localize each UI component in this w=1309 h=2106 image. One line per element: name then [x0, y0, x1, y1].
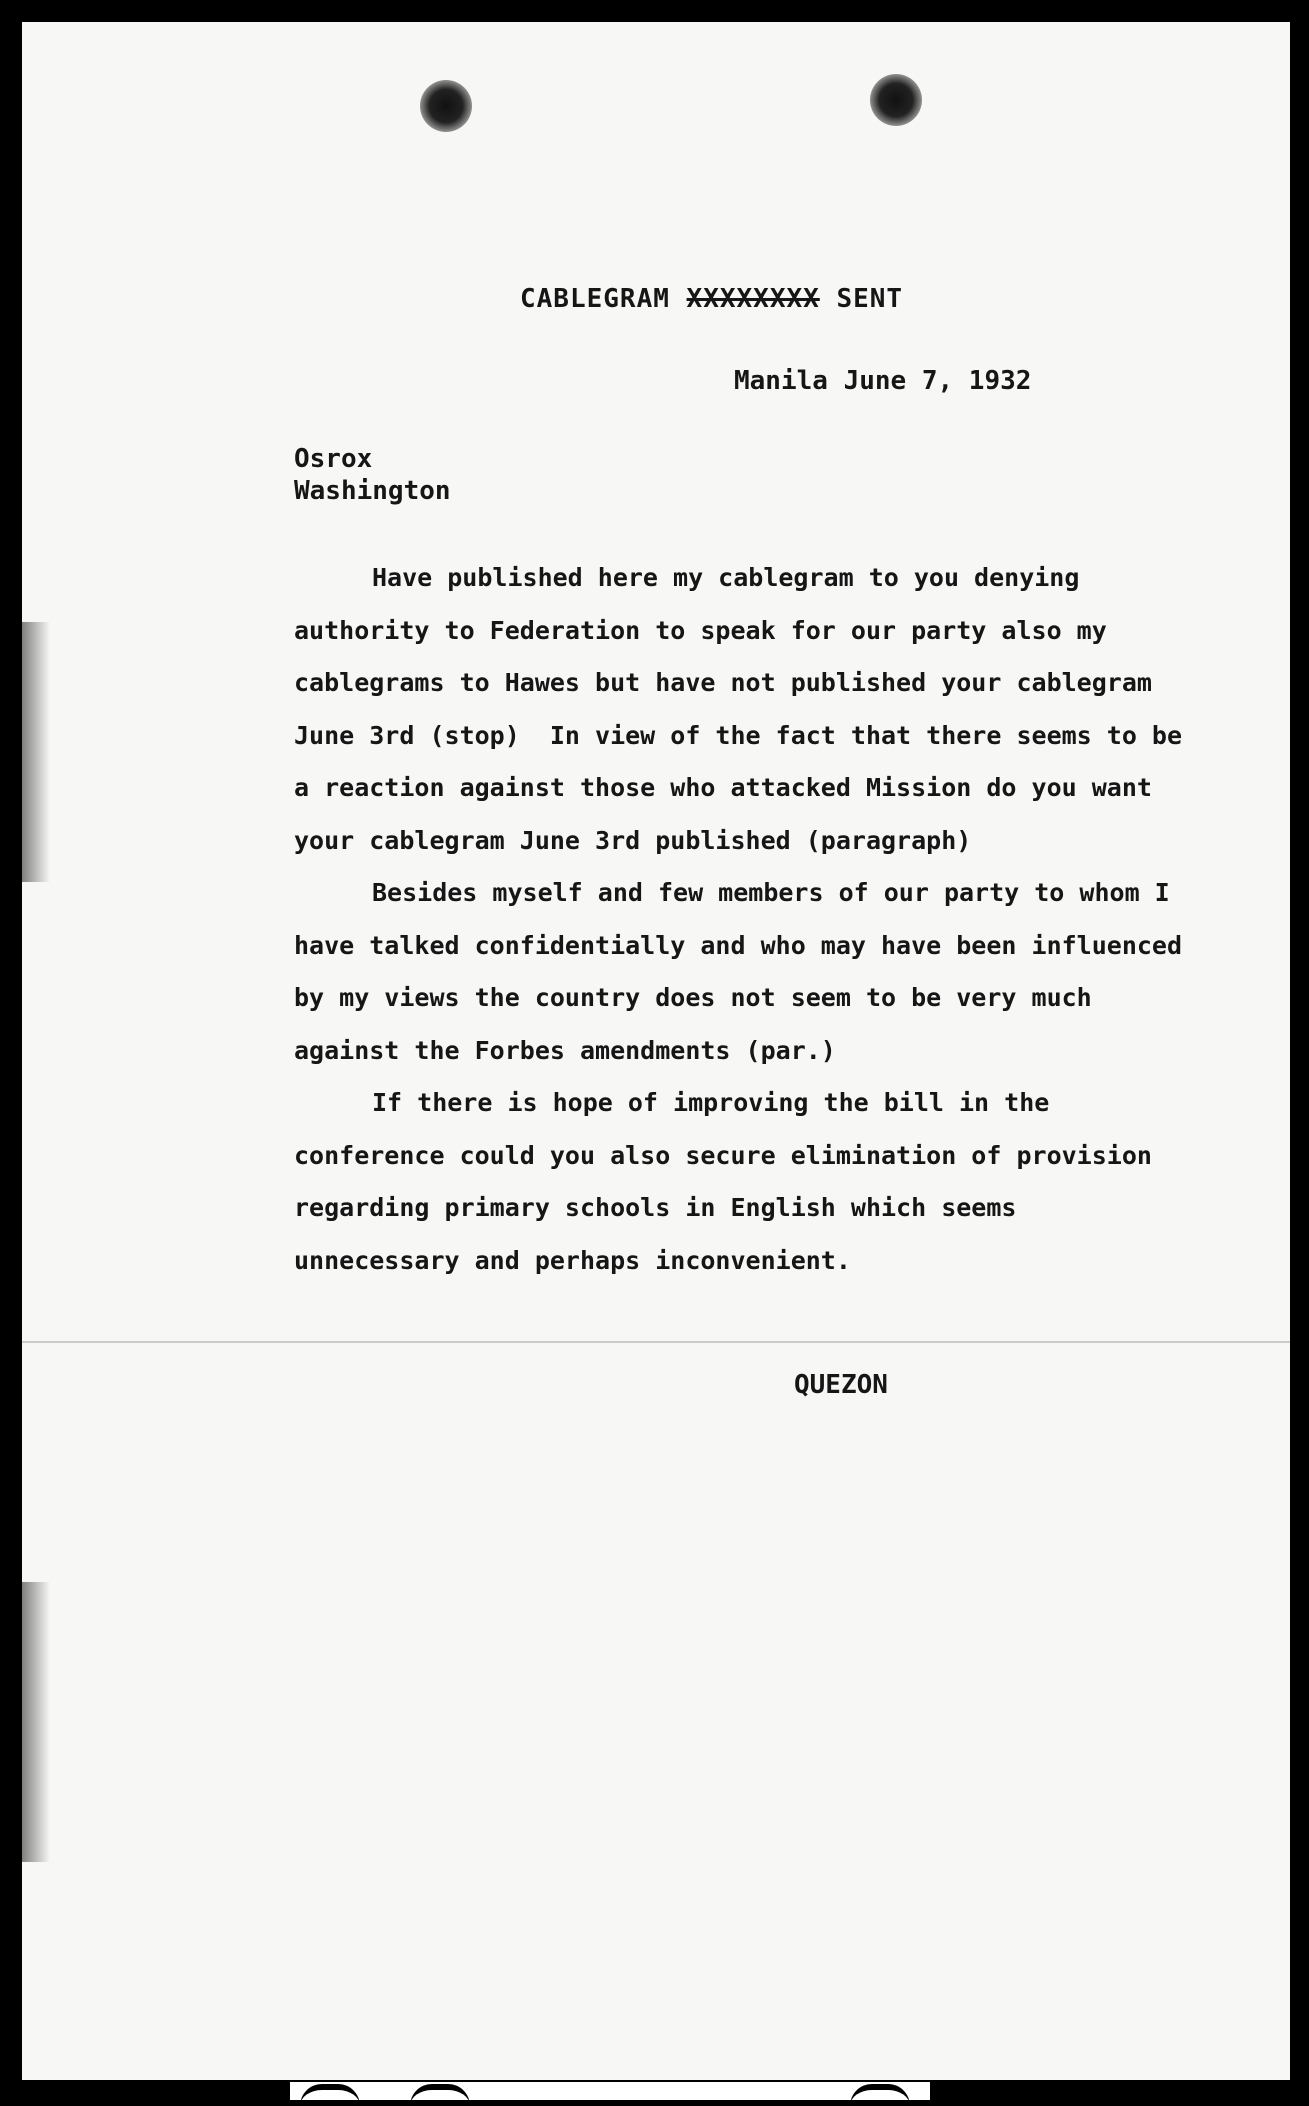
- dateline: Manila June 7, 1932: [734, 366, 1032, 396]
- document-page: [22, 22, 1290, 2080]
- edge-shadow: [22, 1582, 50, 1862]
- punch-hole-left: [420, 80, 472, 132]
- heading-suffix: SENT: [836, 284, 904, 314]
- footer-mark: [410, 2084, 470, 2106]
- heading-prefix: CABLEGRAM: [520, 284, 670, 314]
- edge-shadow: [22, 622, 50, 882]
- document-heading: [520, 284, 903, 314]
- footer-mark: [850, 2084, 910, 2106]
- fold-line: [22, 1341, 1290, 1343]
- footer-strip: [290, 2082, 930, 2100]
- message-body: [294, 552, 1198, 1287]
- paragraph: Have published here my cablegram to you denying authority to Federation to speak for our party also my cablegrams to Hawes but have not published your cablegram June 3rd (stop) In view of the fact that there seems to be a reaction against those who attacked Mission do you want your cablegram June 3rd published (paragraph): [294, 563, 1198, 855]
- address-city: Washington: [294, 476, 451, 506]
- footer-mark: [300, 2084, 360, 2106]
- heading-struck-text: XXXXXXXX: [686, 284, 820, 314]
- punch-hole-right: [870, 74, 922, 126]
- signature: QUEZON: [794, 1370, 888, 1400]
- paragraph: Besides myself and few members of our party to whom I have talked confidentially and who may have been influenced by my views the country does not seem to be very much against the Forbes amendments (par.): [294, 878, 1198, 1065]
- paragraph: If there is hope of improving the bill in the conference could you also secure elimination of provision regarding primary schools in English which seems unnecessary and perhaps inconvenient.: [294, 1088, 1167, 1275]
- addressee: Osrox: [294, 444, 373, 474]
